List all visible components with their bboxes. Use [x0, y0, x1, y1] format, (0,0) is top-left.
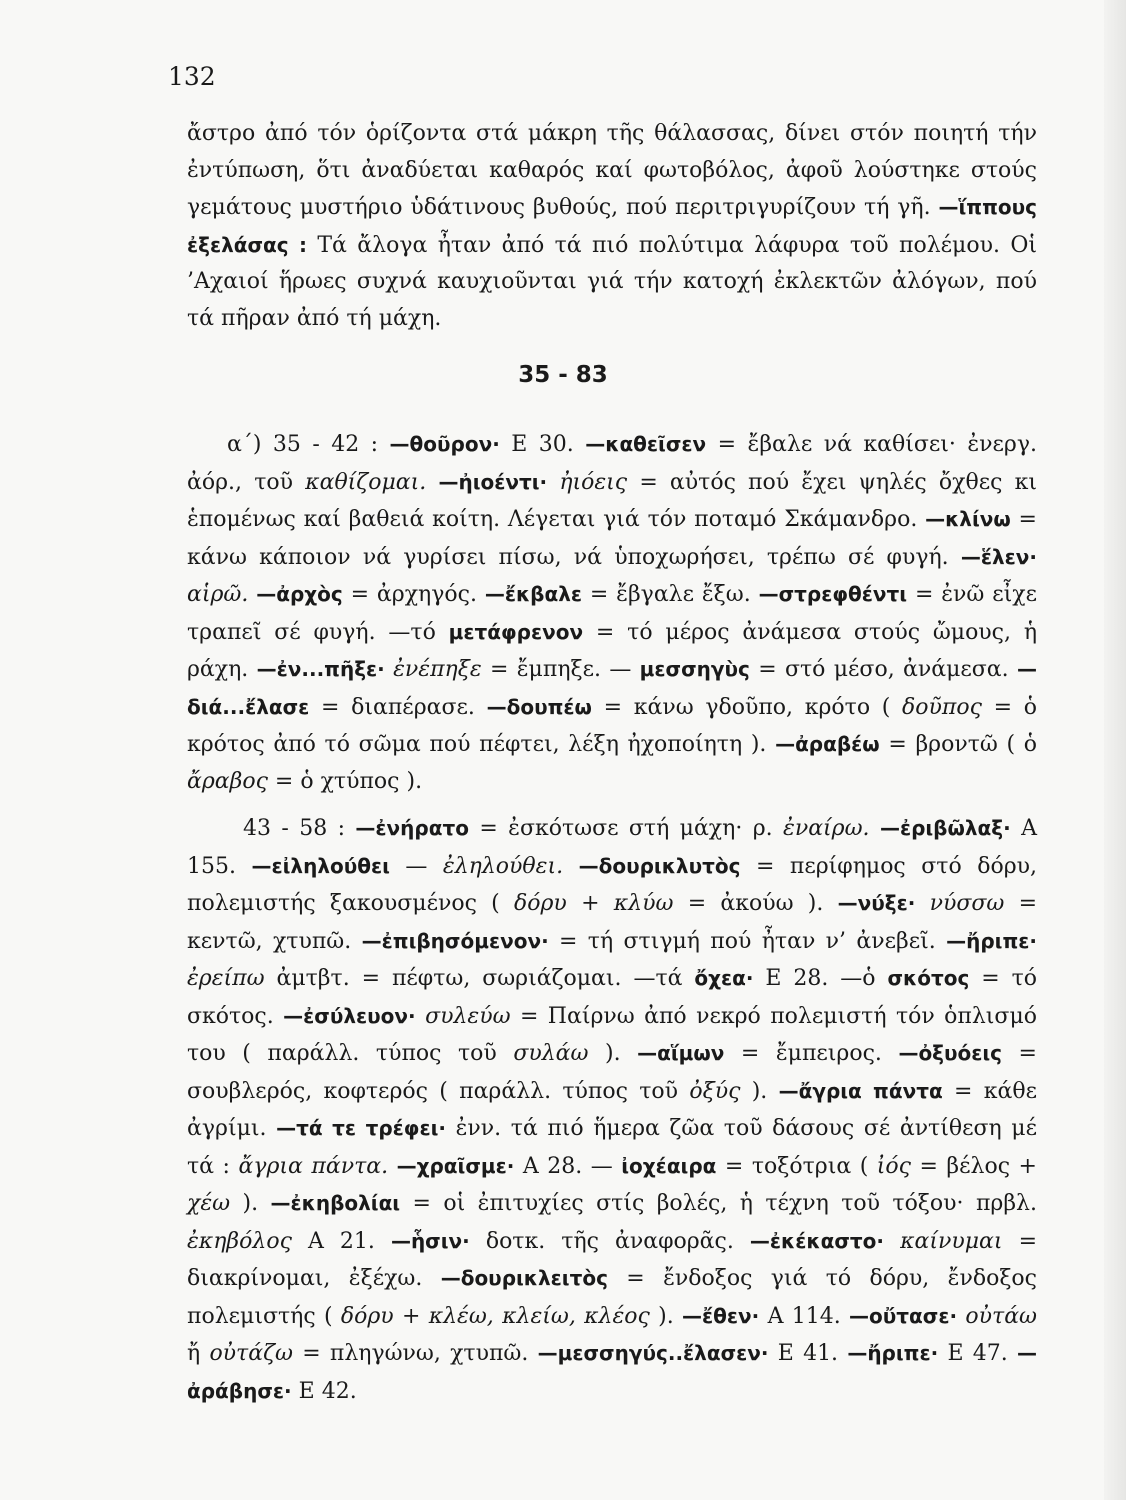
gloss-text: ἄστρο ἀπό τόν ὁρίζοντα στά μάκρη τῆς θάλασσας, δίνει στόν ποιητή τήν ἐντύπωση, ὅτι ἀναδύεται καθαρός καί φωτοβόλος, ἀφοῦ λούστηκε στούς γεμάτους μυστήριο ὑδάτινους βυθούς, πού περιτριγυρίζουν τή γῆ.: [187, 121, 1037, 220]
headword: —μεσσηγύς..ἔλασεν·: [537, 1341, 769, 1365]
gloss-text: = ἀκούω ).: [673, 891, 838, 916]
gloss-text: = κεντῶ, χτυπῶ.: [187, 891, 1037, 954]
gloss-text: Τά ἄλογα ἦταν ἀπό τά πιό πολύτιμα λάφυρα τοῦ πολέμου. Οἱ ’Αχαιοί ἥρωες συχνά καυχιοῦνται γιά τήν κατοχή ἐκλεκτῶν ἀλόγων, πού τά πῆραν ἀπό τή μάχη.: [187, 232, 1037, 331]
headword: —ὀξυόεις: [898, 1041, 1003, 1065]
gloss-text: Α 21.: [291, 1228, 391, 1254]
gloss-text: = αὐτός πού ἔχει ψηλές ὄχθες κι ἑπομένως καί βαθειά κοίτη. Λέγεται γιά τόν ποταμό Σκάμανδρο.: [187, 469, 1037, 532]
headword: —ἐκηβολίαι: [270, 1191, 401, 1215]
italic-term: κλέω, κλείω, κλέος: [428, 1303, 650, 1329]
gloss-text: = κάνω κάποιον νά γυρίσει πίσω, νά ὑποχωρήσει, τρέπω σέ φυγή.: [187, 507, 1037, 570]
gloss-text: = ἔμπειρος.: [724, 1041, 899, 1066]
italic-term: ἄγρια πάντα.: [238, 1153, 389, 1179]
italic-term: ἠιόεις: [559, 469, 628, 495]
gloss-text: = ἔβαλε νά καθίσει· ἐνεργ. ἀόρ., τοῦ: [187, 432, 1038, 495]
italic-term: ἄραβος: [187, 768, 268, 794]
headword: —καθεῖσεν: [585, 432, 707, 456]
italic-term: αἱρῶ.: [187, 582, 249, 607]
gloss-text: Α 155.: [187, 816, 1037, 879]
commentary-paragraph-35-42: [187, 426, 1037, 800]
headword: —τά τε τρέφει·: [276, 1116, 446, 1140]
headword: —ἐσύλευον·: [283, 1003, 416, 1028]
headword: —θοῦρον·: [389, 432, 500, 456]
gloss-text: = κάνω γδοῦπο, κρότο (: [591, 694, 903, 720]
gloss-text: Ε 41.: [768, 1341, 848, 1366]
headword: —ἐριβῶλαξ·: [879, 816, 1011, 840]
gloss-text: Α 114.: [759, 1303, 850, 1329]
gloss-text: Ε 47.: [938, 1341, 1018, 1366]
gloss-text: = τό σκότος.: [187, 966, 1038, 1029]
gloss-text: = βροντῶ ( ὁ: [879, 732, 1037, 757]
gloss-text: ).: [740, 1078, 779, 1104]
headword: —ἔκβαλε: [484, 582, 582, 606]
headword: —αἵμων: [637, 1041, 725, 1065]
headword: —ἐπιβησόμενον·: [361, 928, 549, 953]
gloss-text: [563, 854, 579, 879]
gloss-text: = σουβλερός, κοφτερός ( παράλλ. τύπος τοῦ: [187, 1041, 1037, 1104]
gloss-text: 43 - 58 :: [243, 816, 356, 841]
italic-term: ἐκηβόλος: [187, 1228, 292, 1254]
gloss-text: ).: [588, 1041, 638, 1066]
italic-term: νύσσω: [929, 891, 1005, 916]
gloss-text: [915, 891, 929, 916]
gloss-text: Ε 42.: [291, 1378, 357, 1404]
headword: —ἕλεν·: [960, 544, 1037, 569]
gloss-text: = τό μέρος ἀνάμεσα στούς ὤμους, ἡ ράχη.: [187, 619, 1037, 682]
gloss-text: = στό μέσο, ἀνάμεσα.: [749, 657, 1017, 682]
gloss-text: ).: [649, 1303, 683, 1329]
gloss-text: = τοξότρια (: [716, 1153, 877, 1179]
headword: μεσσηγὺς: [639, 657, 750, 681]
italic-term: ἐληλούθει.: [442, 853, 564, 879]
gloss-text: [385, 657, 393, 682]
gloss-text: +: [393, 1303, 429, 1329]
headword: —ἵππους ἐξελάσας :: [187, 195, 1037, 257]
headword: —ἐκέκαστο·: [749, 1228, 885, 1253]
headword: —ἀράβησε·: [187, 1341, 1038, 1403]
italic-term: δοῦπος: [902, 694, 982, 720]
italic-term: κλύω: [613, 891, 674, 916]
italic-term: οὐτάω: [965, 1303, 1037, 1329]
headword: σκότος: [887, 966, 970, 990]
headword: —νύξε·: [837, 891, 916, 915]
gloss-text: ἀμτβτ. = πέφτω, σωριάζομαι. —τά: [264, 966, 695, 991]
italic-term: χέω: [187, 1191, 231, 1216]
gloss-text: = τή στιγμή πού ἦταν ν’ ἀνεβεῖ.: [548, 928, 947, 954]
gloss-text: ἐνν. τά πιό ἥμερα ζῶα τοῦ δάσους σέ ἀντίθεση μέ τά :: [187, 1116, 1037, 1179]
headword: —ἀραβέω: [775, 732, 880, 756]
headword: —ἠιοέντι·: [438, 469, 548, 494]
italic-term: καίνυμαι: [900, 1228, 1003, 1254]
italic-term: οὐτάζω: [209, 1341, 293, 1366]
gloss-text: = ἐσκότωσε στή μάχη· ρ.: [468, 816, 784, 841]
headword: —εἰληλούθει: [251, 853, 390, 878]
headword: —ἄγρια πάντα: [778, 1078, 943, 1103]
italic-term: συλάω: [513, 1041, 589, 1066]
italic-term: ἐνέπηξε: [393, 657, 482, 682]
headword: —ἧσιν·: [390, 1228, 470, 1253]
gloss-text: = ἔμπηξε. —: [481, 657, 640, 682]
italic-term: ἐρείπω: [187, 966, 265, 991]
headword: —ἔθεν·: [682, 1303, 760, 1328]
gloss-text: [416, 1004, 425, 1029]
gloss-text: +: [566, 891, 614, 916]
gloss-text: = περίφημος στό δόρυ, πολεμιστής ξακουσμένος (: [187, 853, 1037, 916]
italic-term: ἐναίρω.: [783, 816, 870, 841]
gloss-text: [426, 470, 438, 495]
italic-term: ἰός: [876, 1153, 911, 1179]
section-heading: 35 - 83: [518, 362, 608, 388]
headword: —διά...ἔλασε: [187, 657, 1037, 719]
gloss-text: ἤ: [187, 1341, 210, 1366]
gloss-text: = διακρίνομαι, ἐξέχω.: [187, 1228, 1038, 1291]
page-number: 132: [168, 62, 216, 91]
gloss-text: = ἐνῶ εἶχε τραπεῖ σέ φυγή. —τό: [187, 582, 1037, 645]
gloss-text: = οἱ ἐπιτυχίες στίς βολές, ἡ τέχνη τοῦ τόξου· πρβλ.: [400, 1191, 1037, 1216]
gloss-text: [870, 816, 880, 841]
headword: —ἐν...πῆξε·: [256, 657, 385, 681]
headword: —κλίνω: [925, 507, 1011, 531]
headword: μετάφρενον: [448, 619, 584, 644]
gloss-text: = ἔνδοξος γιά τό δόρυ, ἔνδοξος πολεμιστής (: [187, 1266, 1037, 1329]
headword: —ἐνήρατο: [355, 816, 469, 840]
headword: —δουρικλυτὸς: [578, 853, 741, 878]
gloss-text: —: [389, 853, 443, 879]
headword: —δουρικλειτὸς: [440, 1266, 608, 1290]
gloss-text: = κάθε ἀγρίμι.: [187, 1078, 1038, 1141]
headword: ἰοχέαιρα: [621, 1153, 717, 1178]
headword: —ἤριπε·: [847, 1341, 939, 1365]
gloss-text: = βέλος +: [911, 1153, 1037, 1179]
gloss-text: ).: [230, 1191, 271, 1216]
gloss-text: δοτκ. τῆς ἀναφορᾶς.: [469, 1228, 750, 1254]
gloss-text: = ὁ κρότος ἀπό τό σῶμα πού πέφτει, λέξη ἠχοποίητη ).: [187, 694, 1037, 757]
italic-term: συλεύω: [425, 1003, 511, 1029]
headword: —ἀρχὸς: [256, 582, 343, 606]
gloss-text: = Παίρνω ἀπό νεκρό πολεμιστή τόν ὁπλισμό του ( παράλλ. τύπος τοῦ: [187, 1003, 1037, 1066]
headword: —οὔτασε·: [849, 1303, 958, 1328]
headword: —ἤριπε·: [946, 928, 1038, 953]
italic-term: ὀξύς: [689, 1078, 741, 1104]
gloss-text: [547, 470, 559, 495]
gloss-text: Α 28. —: [514, 1153, 622, 1179]
headword: —στρεφθέντι: [758, 582, 908, 606]
gloss-text: [388, 1154, 397, 1179]
italic-term: καθίζομαι.: [305, 469, 427, 495]
gloss-text: = διαπέρασε.: [309, 694, 487, 720]
gloss-text: Ε 30.: [499, 432, 586, 457]
page-edge-shadow: [1104, 0, 1126, 1500]
gloss-text: Ε 28. —ὁ: [753, 966, 888, 991]
gloss-text: = ἀρχηγός.: [342, 582, 485, 607]
gloss-text: [884, 1229, 900, 1254]
italic-term: δόρυ: [514, 891, 567, 916]
italic-term: δόρυ: [340, 1303, 394, 1329]
gloss-text: = ὁ χτύπος ).: [267, 768, 423, 794]
gloss-text: α΄) 35 - 42 :: [227, 432, 390, 457]
gloss-text: = ἔβγαλε ἔξω.: [582, 582, 759, 607]
gloss-text: = πληγώνω, χτυπῶ.: [292, 1341, 538, 1366]
headword: —χραῖσμε·: [396, 1153, 515, 1178]
headword: —δουπέω: [486, 694, 592, 719]
commentary-paragraph-intro: [187, 116, 1037, 337]
headword: ὄχεα·: [694, 966, 754, 990]
commentary-paragraph-43-58: [187, 810, 1037, 1410]
